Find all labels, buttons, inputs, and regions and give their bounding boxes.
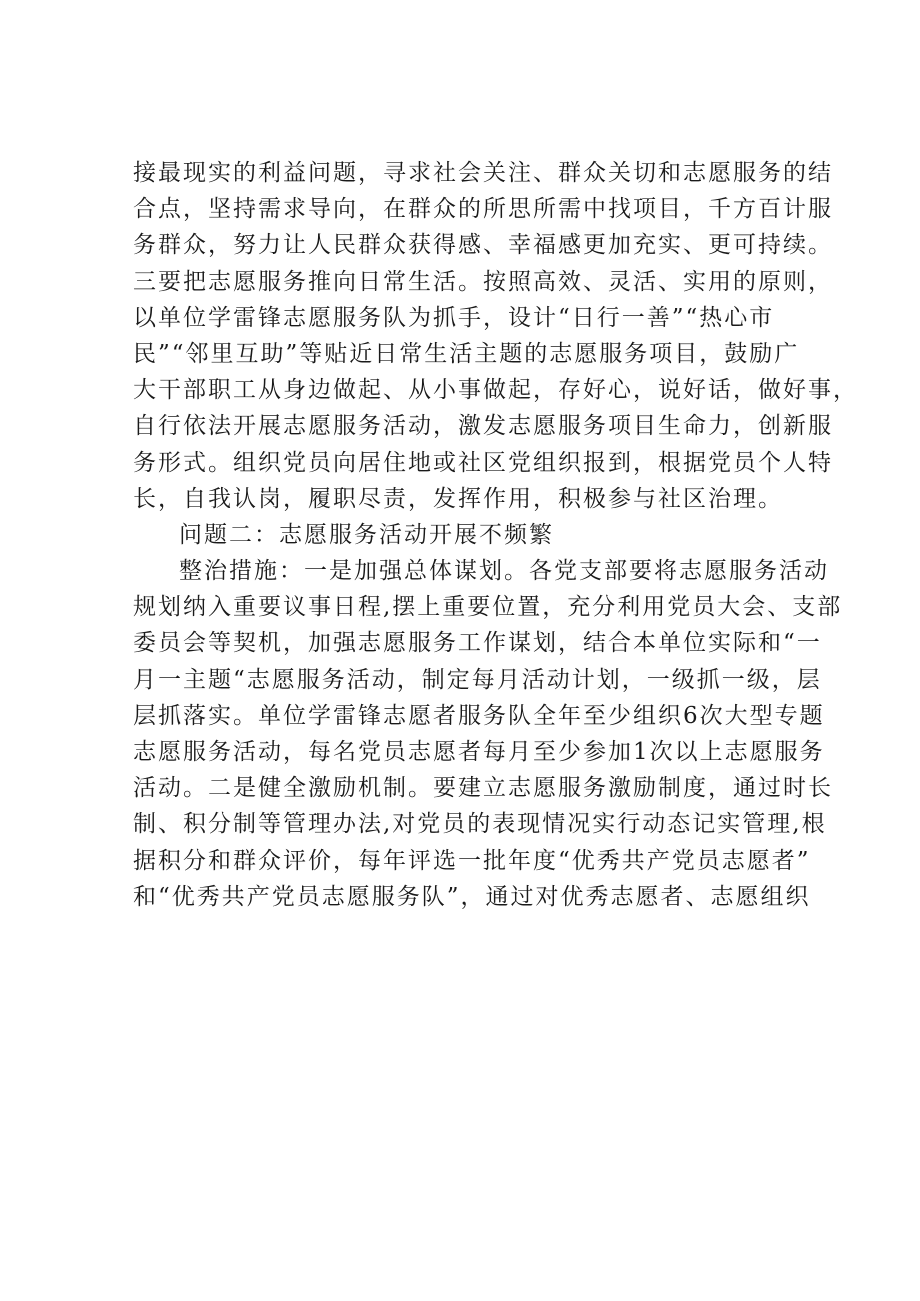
paragraph-first-line: 整治措施：一是加强总体谋划。各党支部要将志愿服务活动 [179, 558, 829, 585]
text-line: 长，自我认岗，履职尽责，发挥作用，积极参与社区治理。 [133, 485, 783, 512]
section-heading: 问题二：志愿服务活动开展不频繁 [179, 521, 554, 548]
text-line: 三要把志愿服务推向日常生活。按照高效、灵活、实用的原则， [133, 268, 833, 295]
text-line: 自行依法开展志愿服务活动，激发志愿服务项目生命力，创新服 [133, 413, 833, 440]
text-line: 层抓落实。单位学雷锋志愿者服务队全年至少组织6次大型专题 [133, 702, 825, 729]
text-line: 据积分和群众评价，每年评选一批年度“优秀共产党员志愿者” [133, 847, 811, 874]
text-line: 大干部职工从身边做起、从小事做起，存好心，说好话，做好事， [133, 377, 858, 404]
text-line: 活动。二是健全激励机制。要建立志愿服务激励制度，通过时长 [133, 775, 833, 802]
text-line: 民”“邻里互助”等贴近日常生活主题的志愿服务项目，鼓励广 [133, 340, 800, 367]
text-line: 接最现实的利益问题，寻求社会关注、群众关切和志愿服务的结 [133, 160, 833, 186]
text-line: 和“优秀共产党员志愿服务队”，通过对优秀志愿者、志愿组织 [133, 883, 811, 910]
text-line: 以单位学雷锋志愿服务队为抓手，设计“日行一善”“热心市 [133, 304, 775, 331]
text-line: 制、积分制等管理办法,对党员的表现情况实行动态记实管理,根 [133, 811, 827, 838]
text-line: 规划纳入重要议事日程,摆上重要位置，充分利用党员大会、支部 [133, 594, 843, 621]
text-line: 合点，坚持需求导向，在群众的所思所需中找项目，千方百计服 [133, 196, 833, 223]
text-line: 务群众，努力让人民群众获得感、幸福感更加充实、更可持续。 [133, 232, 833, 259]
text-line: 委员会等契机，加强志愿服务工作谋划，结合本单位实际和“一 [133, 630, 822, 657]
text-line: 务形式。组织党员向居住地或社区党组织报到，根据党员个人特 [133, 449, 833, 476]
document-body [133, 155, 858, 915]
text-line: 月一主题“志愿服务活动，制定每月活动计划，一级抓一级，层 [133, 666, 822, 693]
text-line: 志愿服务活动，每名党员志愿者每月至少参加1次以上志愿服务 [133, 739, 825, 765]
